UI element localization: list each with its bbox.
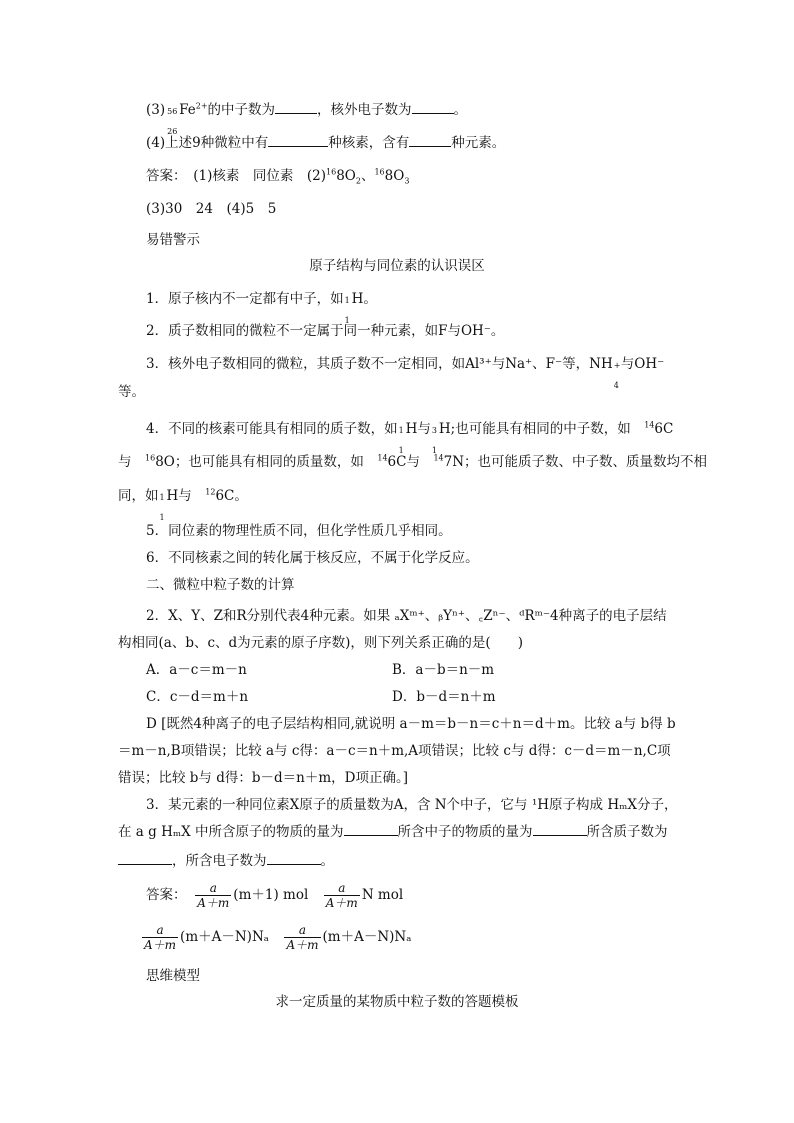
point-1: 1．原子核内不一定都有中子，如 1 1 H。 [146, 291, 377, 325]
answer-blank[interactable] [275, 100, 317, 114]
point-5: 5．同位素的物理性质不同，但化学性质几乎相同。 [146, 523, 452, 539]
answer-3-line-1: 答案： $\frac{a}{A+m}$ (m＋1) mol $\frac{a}{A+m}$ N mol [146, 881, 404, 910]
question-3b-line-2: 在 a g HₘX 中所含原子的物质的量为 所含中子的物质的量为 所含质子数为 [118, 824, 668, 840]
warning-heading: 易错警示 [146, 232, 200, 248]
point-3-line-1: 3．核外电子数相同的微粒，其质子数不一定相同，如Al³⁺与Na⁺、F⁻等，NH + 4 与OH⁻ [146, 356, 665, 390]
option-a[interactable]: A．a－c＝m－n [146, 662, 247, 678]
point-2: 2．质子数相同的微粒不一定属于同一种元素，如F与OH⁻。 [146, 323, 505, 339]
answer-blank[interactable] [118, 851, 172, 865]
section-2-heading: 二、微粒中粒子数的计算 [146, 577, 295, 593]
fraction: $\frac{a}{A+m}$ [325, 881, 358, 910]
answer-blank[interactable] [268, 133, 328, 147]
fraction: $\frac{a}{A+m}$ [286, 923, 319, 952]
question-3-line: (3) 56 26 $Fe^{2+}$的中子数为 ，核外电子数为 。 [146, 101, 468, 136]
explanation-line-1: D [既然4种离子的电子层结构相同,就说明 a－m＝b－n＝c＋n＝d＋m。比较 a与 b得 b [146, 716, 676, 732]
point-4-line-2: 与 $^{16}$8O；也可能具有相同的质量数，如 $^{14}$6C与 $^{14}$7N；也可能质子数、中子数、质量数均不相 [118, 453, 708, 470]
answer-blank[interactable] [409, 133, 451, 147]
question-2-line-2: 构相同(a、b、c、d为元素的原子序数)，则下列关系正确的是( ) [118, 635, 523, 651]
answer-line-1: 答案： (1)核素 同位素 $(2)^{16}8O_2$、$^{16}8O_3$ [146, 167, 410, 186]
point-6: 6．不同核素之间的转化属于核反应，不属于化学反应。 [146, 550, 479, 566]
answer-3-line-2: $\frac{a}{A+m}$ (m＋A－N)Nₐ $\frac{a}{A+m}$ (m＋A－N)Nₐ [144, 923, 412, 952]
point-4-line-3: 同，如 1 1 H与 $^{12}$6C。 [118, 487, 248, 522]
model-heading: 思维模型 [146, 968, 200, 984]
explanation-line-2: ＝m－n,B项错误；比较 a与 c得：a－c＝n＋m,A项错误；比较 c与 d得：c－d＝m－n,C项 [118, 743, 671, 759]
question-4-line: (4)上述9种微粒中有 种核素，含有 种元素。 [146, 135, 506, 151]
option-d[interactable]: D．b－d＝n＋m [392, 689, 496, 705]
fraction: $\frac{a}{A+m}$ [197, 881, 230, 910]
question-3b-line-1: 3．某元素的一种同位素X原子的质量数为A，含 N个中子，它与 ¹H原子构成 HₘX分子， [146, 797, 678, 813]
section-title: 原子结构与同位素的认识误区 [309, 258, 485, 274]
template-title: 求一定质量的某物质中粒子数的答题模板 [275, 994, 519, 1010]
fraction: $\frac{a}{A+m}$ [144, 923, 177, 952]
answer-blank[interactable] [267, 851, 321, 865]
answer-blank[interactable] [344, 822, 398, 836]
question-2-line-1: 2．X、Y、Z和R分别代表4种元素。如果 ₐXᵐ⁺、ᵦYⁿ⁺、꜀Zⁿ⁻、ᵈRᵐ⁻4种离子的电子层结 [146, 608, 667, 624]
explanation-line-3: 错误；比较 b与 d得：b－d＝n＋m，D项正确。] [118, 770, 408, 786]
point-4-line-1: 4．不同的核素可能具有相同的质子数，如 1 1 H与 3 1 H;也可能具有相同的中子数，如 $^{14}$6C [146, 420, 674, 455]
answer-line-2: (3)30 24 (4)5 5 [146, 201, 277, 217]
option-c[interactable]: C．c－d＝m＋n [146, 689, 249, 705]
point-3-line-2: 等。 [118, 384, 145, 400]
answer-blank[interactable] [533, 822, 587, 836]
answer-blank[interactable] [412, 100, 454, 114]
question-3b-line-3: ，所含电子数为 。 [118, 851, 334, 871]
option-b[interactable]: B．a－b＝n－m [392, 662, 495, 678]
